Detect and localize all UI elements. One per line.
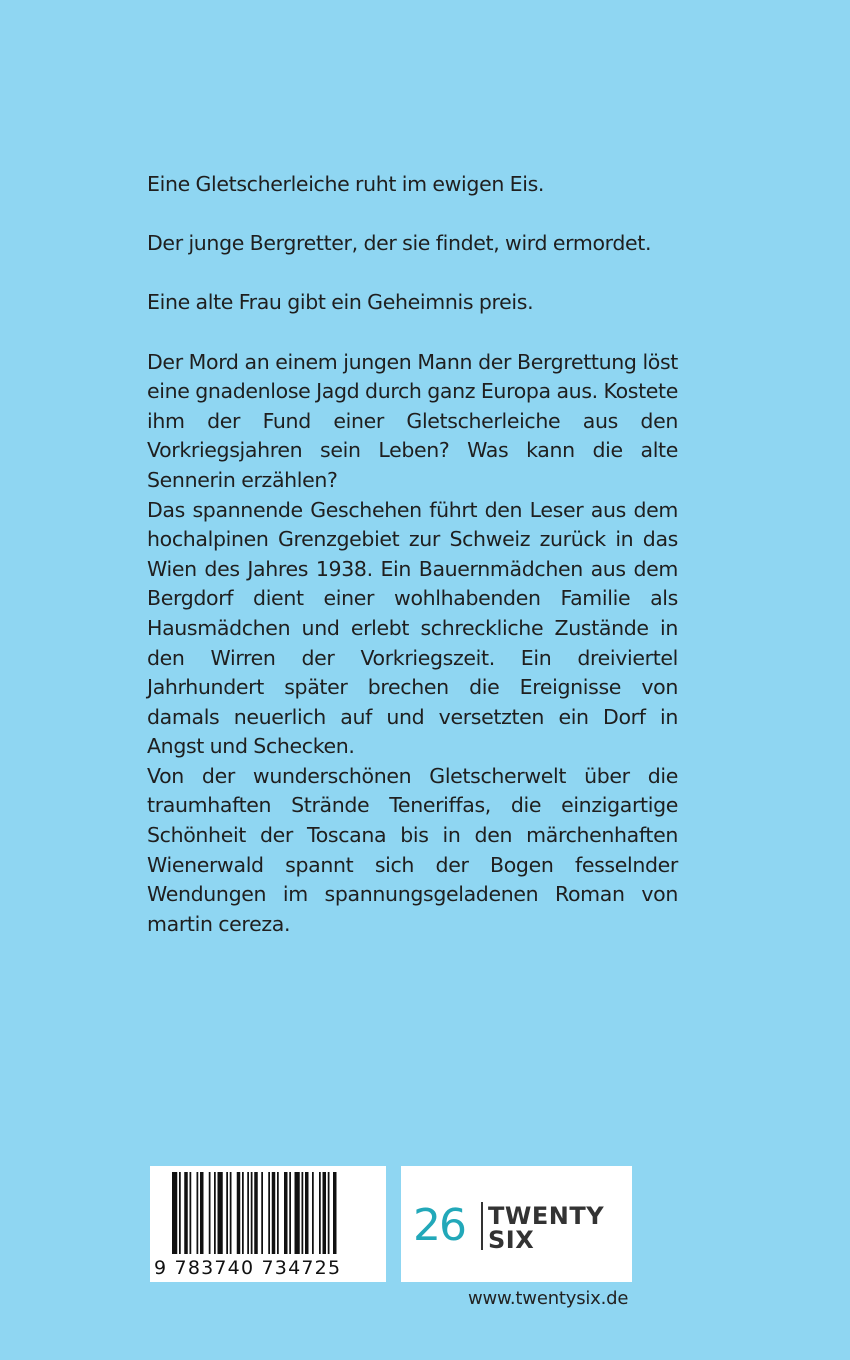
logo-word-twenty: TWENTY <box>488 1202 605 1230</box>
barcode-bar <box>305 1172 309 1254</box>
barcode-bar <box>172 1172 177 1254</box>
barcode-bar <box>312 1172 314 1254</box>
barcode-bar <box>179 1172 181 1254</box>
barcode-bar <box>247 1172 249 1254</box>
publisher-logo <box>401 1166 632 1282</box>
barcode-bar <box>230 1172 232 1254</box>
barcode-bar <box>272 1172 276 1254</box>
blurb-text <box>147 170 678 939</box>
barcode-bar <box>197 1172 199 1254</box>
barcode-bar <box>268 1172 270 1254</box>
barcode-bar <box>289 1172 291 1254</box>
barcode-bar <box>254 1172 258 1254</box>
lead-line-2: Der junge Bergretter, der sie findet, wird ermordet. <box>147 231 652 256</box>
barcode-bar <box>302 1172 304 1254</box>
barcode-bar <box>323 1172 327 1254</box>
isbn-barcode <box>150 1166 386 1282</box>
barcode-bar <box>184 1172 188 1254</box>
barcode-bar <box>214 1172 216 1254</box>
barcode-bar <box>190 1172 192 1254</box>
barcode-bar <box>328 1172 330 1254</box>
blurb-paragraph-3: Von der wunderschönen Gletscherwelt über die traumhaften Strände Teneriffas, die einzigartige Schönheit der Toscana bis in den märchenhaften Wienerwald spannt sich der Bogen fesselnder Wendungen im spannungsgeladenen Roman von martin cereza. <box>147 763 678 936</box>
barcode-bar <box>242 1172 244 1254</box>
lead-line-3: Eine alte Frau gibt ein Geheimnis preis. <box>147 290 534 315</box>
blurb-body <box>147 348 678 940</box>
blurb-paragraph-2: Das spannende Geschehen führt den Leser aus dem hochalpinen Grenzgebiet zur Schweiz zurück in das Wien des Jahres 1938. Ein Bauernmädchen aus dem Bergdorf dient einer wohlhabenden Familie als Hausmädchen und erlebt schreckliche Zustände in den Wirren der Vorkriegszeit. Ein dreiviertel Jahrhundert später brechen die Ereignisse von damals neuerlich auf und versetzten ein Dorf in Angst und Schecken. <box>147 497 678 759</box>
barcode-bar <box>226 1172 228 1254</box>
barcode-bar <box>295 1172 300 1254</box>
barcode-bar <box>261 1172 263 1254</box>
publisher-website[interactable]: www.twentysix.de <box>468 1288 629 1309</box>
barcode-bar <box>251 1172 253 1254</box>
logo-number: 26 <box>413 1200 465 1251</box>
barcode-bar <box>284 1172 288 1254</box>
barcode-digits: 9 783740 734725 <box>154 1257 342 1279</box>
lead-line-1: Eine Gletscherleiche ruht im ewigen Eis. <box>147 172 545 196</box>
barcode-bar <box>209 1172 211 1254</box>
barcode-bar <box>333 1172 337 1254</box>
barcode-bar <box>200 1172 204 1254</box>
logo-divider <box>481 1202 483 1250</box>
barcode-bar <box>319 1172 321 1254</box>
barcode-bar <box>237 1172 241 1254</box>
logo-word-six: SIX <box>488 1226 535 1254</box>
barcode-bar <box>218 1172 223 1254</box>
barcode-bar <box>277 1172 279 1254</box>
blurb-paragraph-1: Der Mord an einem jungen Mann der Bergrettung löst eine gnadenlose Jagd durch ganz Europa aus. Kostete ihm der Fund einer Gletscherleiche aus den Vorkriegsjahren sein Leben? Was kann die alte Sennerin erzählen? <box>147 349 678 492</box>
